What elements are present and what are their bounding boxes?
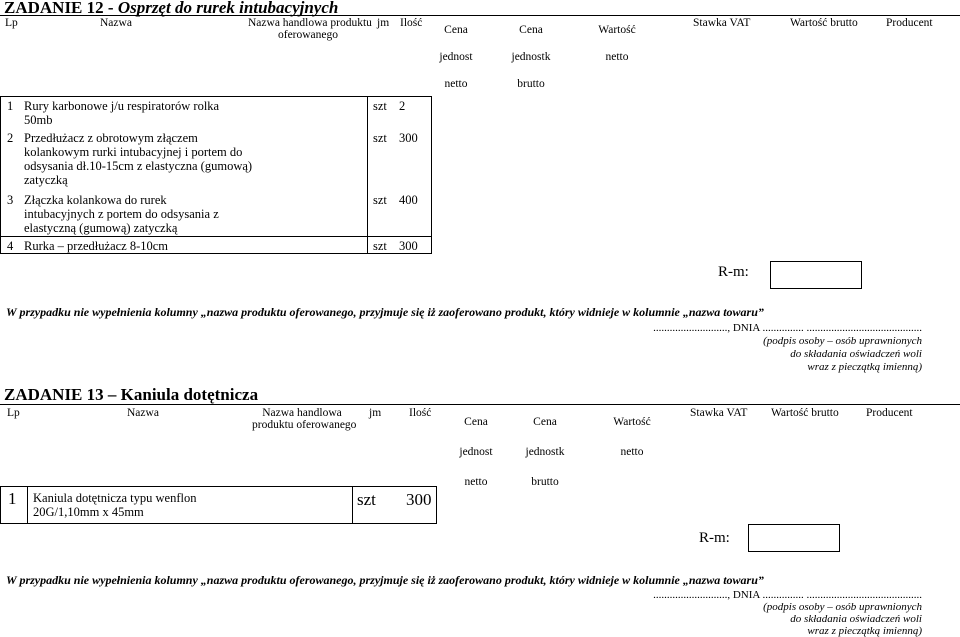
z12-sig-line3: wraz z pieczątką imienną) [807, 361, 922, 373]
table-row-qty: 2 [399, 99, 406, 113]
z13-h-wartosc-l2: netto [620, 446, 644, 458]
z13-h-nazwa: Nazwa [127, 407, 159, 419]
z13-h-cena-brutto-l3: brutto [531, 476, 559, 488]
z12-h-jm: jm [377, 17, 390, 29]
z13-signature [653, 589, 922, 637]
z12-h-nazwa-handlowa-l2: oferowanego [277, 29, 339, 41]
z13-h-cena-brutto [520, 407, 570, 497]
z13-h-nazwa-handlowa-l2: produktu oferowanego [252, 419, 357, 431]
z12-rm-box[interactable] [770, 261, 862, 289]
z13-sig-place-date: ..........................., DNIA ............... [653, 589, 804, 601]
table-row-lp: 1 [7, 99, 14, 113]
z12-h-lp: Lp [5, 17, 18, 29]
z13-h-cena-brutto-l1: Cena [533, 416, 557, 428]
z13-sig-line3: wraz z pieczątką imienną) [807, 625, 922, 637]
z13-rm-box[interactable] [748, 524, 840, 552]
z13-rm-label: R-m: [699, 530, 730, 546]
z12-title-italic: Osprzęt do rurek intubacyjnych [117, 0, 339, 17]
z12-title-prefix: ZADANIE 12 - [4, 0, 118, 17]
z12-row4-line [0, 236, 432, 237]
z12-h-cena-netto-l3: netto [444, 78, 468, 90]
z12-col-divider [367, 96, 368, 254]
z13-h-cena-netto-l3: netto [464, 476, 488, 488]
z12-h-nazwa-handlowa [248, 17, 372, 41]
z12-h-cena-netto [436, 17, 476, 98]
z13-h-jm: jm [369, 407, 382, 419]
z12-signature [653, 322, 922, 374]
table-row-qty: 300 [399, 131, 418, 145]
table-row-jm: szt [373, 193, 387, 207]
z12-sig-line2: do składania oświadczeń woli [790, 348, 922, 360]
z13-h-cena-netto [456, 407, 496, 497]
z12-note: W przypadku nie wypełnienia kolumny „nazwa produktu oferowanego, przyjmuje się iż zaoferowano produkt, który widnieje w kolumnie „nazwa towaru” [6, 305, 764, 319]
table-row-jm: szt [357, 490, 376, 509]
table-row-lp: 3 [7, 193, 14, 207]
z13-h-cena-brutto-l2: jednostk [525, 446, 565, 458]
z13-header-top-line [0, 404, 960, 405]
z13-sig-line1: (podpis osoby – osób uprawnionych [763, 601, 922, 613]
z13-h-ilosc: Ilość [409, 407, 432, 419]
z12-h-ilosc: Ilość [400, 17, 423, 29]
z12-h-cena-brutto [506, 17, 556, 98]
table-row-lp: 4 [7, 239, 14, 253]
table-row-qty: 400 [399, 193, 418, 207]
table-row-qty: 300 [406, 490, 432, 509]
table-row-jm: szt [373, 99, 387, 113]
z12-sig-dots: .......................................... [806, 322, 922, 334]
z12-sig-place-date: ..........................., DNIA ............... [653, 322, 804, 334]
z13-col-divider-1 [27, 486, 28, 524]
z13-h-cena-netto-l1: Cena [464, 416, 488, 428]
z13-h-lp: Lp [7, 407, 20, 419]
z13-sig-dots: .......................................... [806, 589, 922, 601]
table-row-lp: 2 [7, 131, 14, 145]
z12-h-cena-netto-l2: jednost [439, 51, 473, 63]
z12-h-cena-brutto-l1: Cena [519, 24, 543, 36]
table-row-lp: 1 [8, 489, 17, 508]
z13-note: W przypadku nie wypełnienia kolumny „nazwa produktu oferowanego, przyjmuje się iż zaoferowano produkt, który widnieje w kolumnie „nazwa towaru” [6, 573, 764, 587]
z12-h-wartosc-l1: Wartość [598, 24, 636, 36]
z13-h-nazwa-handlowa-l1: Nazwa handlowa [262, 407, 342, 419]
z13-h-cena-netto-l2: jednost [459, 446, 493, 458]
z13-h-wartosc-brutto: Wartość brutto [771, 407, 839, 419]
z12-h-wartosc-l2: netto [605, 51, 629, 63]
z12-header-top-line [0, 15, 960, 16]
table-row-name: Przedłużacz z obrotowym złączem kolankowym rurki intubacyjnej i portem do odsysania dł.10-15cm z elastyczna (gumową) zatyczką [24, 131, 253, 187]
z12-rm-label: R-m: [718, 264, 749, 280]
z13-h-nazwa-handlowa [252, 407, 357, 431]
z12-h-producent: Producent [886, 17, 933, 29]
z12-h-cena-brutto-l3: brutto [517, 78, 545, 90]
z12-h-stawka-vat: Stawka VAT [693, 17, 751, 29]
z12-sig-line1: (podpis osoby – osób uprawnionych [763, 335, 922, 347]
z12-h-nazwa: Nazwa [100, 17, 132, 29]
z13-h-producent: Producent [866, 407, 913, 419]
table-row-jm: szt [373, 131, 387, 145]
z13-h-wartosc-l1: Wartość [613, 416, 651, 428]
z12-h-wartosc-netto [592, 17, 642, 71]
table-row-name: Rury karbonowe j/u respiratorów rolka 50mb [24, 99, 220, 127]
z13-title: ZADANIE 13 – Kaniula dotętnicza [4, 385, 259, 404]
table-row-name: Rurka – przedłużacz 8-10cm [24, 239, 169, 253]
table-row-name: Złączka kolankowa do rurek intubacyjnych z portem do odsysania z elastyczną (gumową) zatyczką [24, 193, 219, 235]
z12-h-cena-netto-l1: Cena [444, 24, 468, 36]
z13-sig-line2: do składania oświadczeń woli [790, 613, 922, 625]
z12-h-wartosc-brutto: Wartość brutto [790, 17, 858, 29]
table-row-jm: szt [373, 239, 387, 253]
table-row-qty: 300 [399, 239, 418, 253]
z13-h-stawka-vat: Stawka VAT [690, 407, 748, 419]
z13-h-wartosc-netto [607, 407, 657, 467]
z12-h-cena-brutto-l2: jednostk [511, 51, 551, 63]
z13-col-divider-2 [352, 486, 353, 524]
z12-h-nazwa-handlowa-l1: Nazwa handlowa produktu [248, 17, 372, 29]
table-row-name: Kaniula dotętnicza typu wenflon 20G/1,10mm x 45mm [33, 491, 197, 519]
